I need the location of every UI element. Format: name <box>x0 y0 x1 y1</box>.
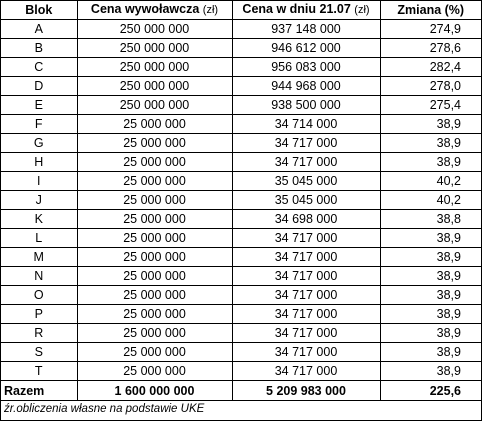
cell-block: A <box>1 20 77 39</box>
total-row <box>1 381 481 401</box>
header-start-price-label: Cena wywoławcza <box>90 2 200 16</box>
header-price-on-date <box>232 1 380 20</box>
cell-start-price: 250 000 000 <box>77 39 232 58</box>
header-start-price <box>77 1 232 20</box>
cell-start-price: 25 000 000 <box>77 286 232 305</box>
cell-start-price: 25 000 000 <box>77 362 232 381</box>
cell-change: 274,9 <box>380 20 481 39</box>
table-row <box>1 229 481 248</box>
table-row <box>1 362 481 381</box>
cell-price-on-date: 34 717 000 <box>232 248 380 267</box>
cell-block: S <box>1 343 77 362</box>
cell-start-price: 25 000 000 <box>77 153 232 172</box>
table-row <box>1 39 481 58</box>
cell-start-price: 25 000 000 <box>77 305 232 324</box>
cell-price-on-date: 34 717 000 <box>232 134 380 153</box>
total-change: 225,6 <box>380 381 481 401</box>
cell-price-on-date: 34 717 000 <box>232 229 380 248</box>
table-row <box>1 248 481 267</box>
table-row <box>1 324 481 343</box>
cell-price-on-date: 34 717 000 <box>232 286 380 305</box>
total-price-on-date: 5 209 983 000 <box>232 381 380 401</box>
cell-price-on-date: 34 717 000 <box>232 362 380 381</box>
header-change-label: Zmiana (%) <box>397 2 465 17</box>
cell-price-on-date: 34 717 000 <box>232 267 380 286</box>
cell-change: 38,9 <box>380 115 481 134</box>
cell-change: 278,0 <box>380 77 481 96</box>
cell-change: 38,9 <box>380 362 481 381</box>
table-row <box>1 96 481 115</box>
cell-start-price: 25 000 000 <box>77 267 232 286</box>
header-change <box>380 1 481 20</box>
cell-change: 38,9 <box>380 134 481 153</box>
cell-start-price: 25 000 000 <box>77 343 232 362</box>
cell-start-price: 25 000 000 <box>77 115 232 134</box>
cell-start-price: 25 000 000 <box>77 248 232 267</box>
cell-price-on-date: 34 698 000 <box>232 210 380 229</box>
total-start-price: 1 600 000 000 <box>77 381 232 401</box>
cell-block: D <box>1 77 77 96</box>
table-row <box>1 210 481 229</box>
cell-block: F <box>1 115 77 134</box>
cell-block: C <box>1 58 77 77</box>
auction-prices-table <box>1 1 481 401</box>
table-row <box>1 115 481 134</box>
cell-block: H <box>1 153 77 172</box>
cell-price-on-date: 34 717 000 <box>232 343 380 362</box>
cell-change: 38,9 <box>380 248 481 267</box>
cell-price-on-date: 937 148 000 <box>232 20 380 39</box>
cell-block: R <box>1 324 77 343</box>
cell-block: P <box>1 305 77 324</box>
cell-change: 275,4 <box>380 96 481 115</box>
cell-price-on-date: 946 612 000 <box>232 39 380 58</box>
table-row <box>1 77 481 96</box>
cell-price-on-date: 944 968 000 <box>232 77 380 96</box>
cell-block: T <box>1 362 77 381</box>
cell-change: 38,9 <box>380 286 481 305</box>
cell-start-price: 250 000 000 <box>77 20 232 39</box>
header-block <box>1 1 77 20</box>
header-price-on-date-label: Cena w dniu 21.07 <box>242 2 351 16</box>
table-row <box>1 286 481 305</box>
cell-start-price: 25 000 000 <box>77 172 232 191</box>
cell-block: I <box>1 172 77 191</box>
table-row <box>1 172 481 191</box>
table-row <box>1 20 481 39</box>
cell-price-on-date: 34 714 000 <box>232 115 380 134</box>
cell-block: N <box>1 267 77 286</box>
cell-change: 38,9 <box>380 305 481 324</box>
table-row <box>1 305 481 324</box>
header-price-on-date-unit: (zł) <box>354 4 370 16</box>
cell-price-on-date: 35 045 000 <box>232 191 380 210</box>
source-note: źr.obliczenia własne na podstawie UKE <box>4 403 205 415</box>
cell-price-on-date: 34 717 000 <box>232 153 380 172</box>
cell-block: M <box>1 248 77 267</box>
cell-start-price: 250 000 000 <box>77 77 232 96</box>
cell-start-price: 25 000 000 <box>77 191 232 210</box>
cell-block: O <box>1 286 77 305</box>
header-start-price-unit: (zł) <box>202 4 219 16</box>
cell-price-on-date: 938 500 000 <box>232 96 380 115</box>
cell-start-price: 25 000 000 <box>77 210 232 229</box>
cell-block: L <box>1 229 77 248</box>
cell-block: J <box>1 191 77 210</box>
table-row <box>1 153 481 172</box>
cell-change: 278,6 <box>380 39 481 58</box>
table-row <box>1 267 481 286</box>
table-body <box>1 20 481 401</box>
cell-change: 38,9 <box>380 229 481 248</box>
table-row <box>1 191 481 210</box>
total-label: Razem <box>1 381 77 401</box>
cell-start-price: 25 000 000 <box>77 229 232 248</box>
header-block-label: Blok <box>25 2 53 17</box>
table-row <box>1 58 481 77</box>
cell-price-on-date: 34 717 000 <box>232 324 380 343</box>
cell-start-price: 250 000 000 <box>77 58 232 77</box>
cell-change: 282,4 <box>380 58 481 77</box>
cell-change: 38,9 <box>380 324 481 343</box>
cell-price-on-date: 956 083 000 <box>232 58 380 77</box>
cell-change: 38,9 <box>380 343 481 362</box>
cell-block: K <box>1 210 77 229</box>
table-row <box>1 343 481 362</box>
cell-block: G <box>1 134 77 153</box>
table-header-row <box>1 1 481 20</box>
table-row <box>1 134 481 153</box>
cell-start-price: 250 000 000 <box>77 96 232 115</box>
cell-price-on-date: 34 717 000 <box>232 305 380 324</box>
cell-change: 38,9 <box>380 267 481 286</box>
cell-change: 40,2 <box>380 191 481 210</box>
cell-change: 40,2 <box>380 172 481 191</box>
cell-start-price: 25 000 000 <box>77 324 232 343</box>
cell-price-on-date: 35 045 000 <box>232 172 380 191</box>
cell-change: 38,8 <box>380 210 481 229</box>
cell-block: E <box>1 96 77 115</box>
cell-block: B <box>1 39 77 58</box>
cell-start-price: 25 000 000 <box>77 134 232 153</box>
cell-change: 38,9 <box>380 153 481 172</box>
